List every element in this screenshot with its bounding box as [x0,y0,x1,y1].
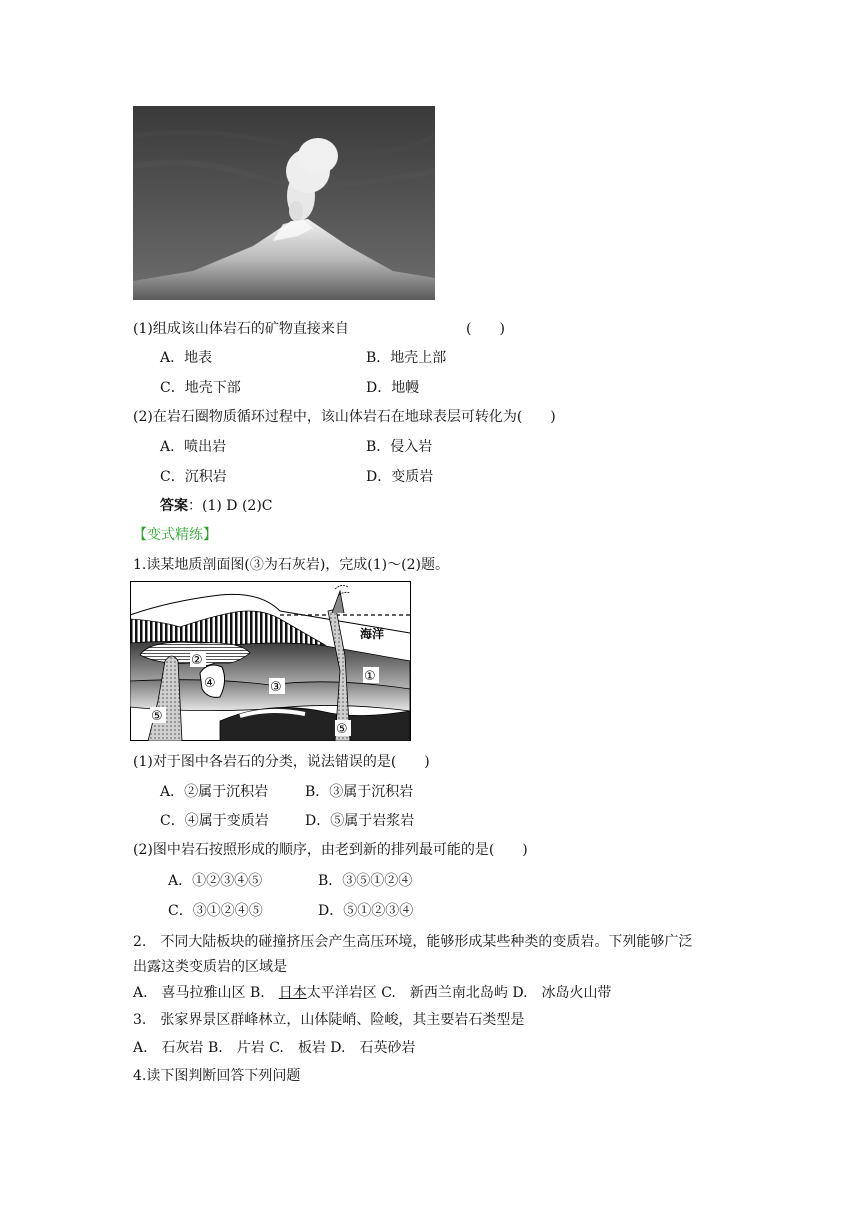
option-c: C．③①②④⑤ [168,903,263,919]
option-b: B．侵入岩 [366,439,433,455]
option-a: A. 喜马拉雅山区 [133,985,246,1001]
option-b: B．③⑤①②④ [318,873,413,889]
ocean-label: 海洋 [360,627,385,641]
volcano-photo [133,106,435,300]
option-d: D．变质岩 [366,469,434,485]
question-stem: (1)组成该山体岩石的矿物直接来自 [133,321,349,337]
question-stem: 1.读某地质剖面图(③为石灰岩)，完成(1)～(2)题。 [133,557,449,573]
option-c: C．沉积岩 [160,469,227,485]
option-d: D．⑤①②③④ [318,903,414,919]
answer-text: ：(1) D (2)C [188,498,273,514]
options-line [133,982,612,1002]
section-title: 【变式精练】 [133,527,217,543]
option-c: C．地壳下部 [160,380,241,396]
question-stem-continued: 出露这类变质岩的区域是 [133,959,287,975]
option-a: A．喷出岩 [160,439,227,455]
option-a: A．①②③④⑤ [168,873,263,889]
question-stem: 4.读下图判断回答下列问题 [133,1068,301,1084]
marker-1: ① [364,669,376,684]
option-c: C．④属于变质岩 [160,813,269,829]
option-b: B. 日本太平洋岩区 [250,985,377,1001]
answer-label: 答案 [160,498,188,514]
option-b: B．③属于沉积岩 [305,784,414,800]
marker-5-right: ⑤ [336,722,348,737]
marker-2: ② [191,653,203,668]
marker-4: ④ [204,676,216,691]
answer-line [160,495,273,515]
marker-3: ③ [270,680,282,695]
marker-5-left: ⑤ [151,709,163,724]
underlined-text: 日本 [278,985,307,1001]
question-stem: 2. 不同大陆板块的碰撞挤压会产生高压环境，能够形成某些种类的变质岩。下列能够广泛 [133,934,693,950]
option-a: A．地表 [160,350,213,366]
option-a: A．②属于沉积岩 [160,784,269,800]
option-d: D．地幔 [366,380,420,396]
option-b: B．地壳上部 [366,350,447,366]
question-stem: 3. 张家界景区群峰林立，山体陡峭、险峻，其主要岩石类型是 [133,1012,525,1028]
options-line: A. 石灰岩 B. 片岩 C. 板岩 D. 石英砂岩 [133,1040,416,1056]
question-stem: (2)在岩石圈物质循环过程中，该山体岩石在地球表层可转化为( ) [133,409,556,425]
geologic-section-diagram [130,581,411,741]
question-stem: (2)图中岩石按照形成的顺序，由老到新的排列最可能的是( ) [133,842,528,858]
question-stem: (1)对于图中各岩石的分类，说法错误的是( ) [133,754,430,770]
option-d: D．⑤属于岩浆岩 [305,813,415,829]
option-d: D. 冰岛火山带 [512,985,612,1001]
option-c: C. 新西兰南北岛屿 [381,985,508,1001]
answer-paren: ( ) [466,321,505,337]
